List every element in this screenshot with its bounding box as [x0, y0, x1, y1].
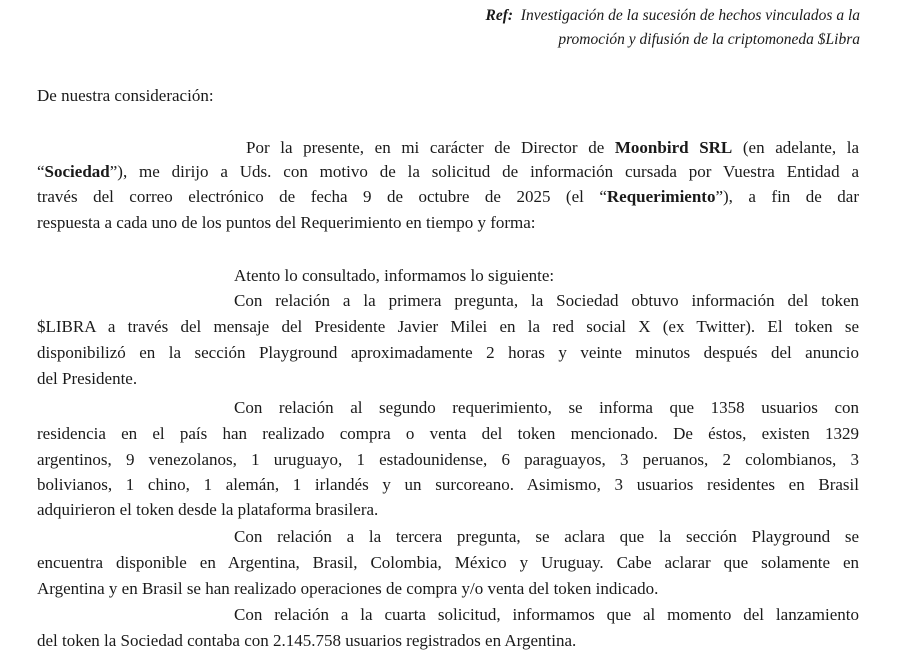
p3-line-2: residencia en el país han realizado compra o venta del token mencionado. De éstos, existen 1329	[37, 424, 859, 443]
p1-l3-c: ”), a fin de dar	[715, 187, 860, 206]
p2-line-2: $LIBRA a través del mensaje del Presidente Javier Milei en la red social X (ex Twitter). El token se	[37, 317, 859, 336]
p1-l2-a: “	[37, 162, 45, 181]
greeting: De nuestra consideración:	[37, 86, 214, 105]
ref-line-2: promoción y difusión de la criptomoneda $Libra	[558, 31, 860, 48]
p1-l1-a: Por la presente, en mi carácter de Director de	[246, 138, 615, 157]
reference-block	[486, 4, 861, 52]
p3-line-5: adquirieron el token desde la plataforma brasilera.	[37, 500, 379, 519]
p1-l3-a: través del correo electrónico de fecha 9 de octubre de 2025 (el “	[37, 187, 607, 206]
p5-line-1: Con relación a la cuarta solicitud, informamos que al momento del lanzamiento	[234, 605, 859, 624]
p3-line-4: bolivianos, 1 chino, 1 alemán, 1 irlandés y un surcoreano. Asimismo, 3 usuarios residentes en Brasil	[37, 475, 859, 494]
p2-line-3: disponibilizó en la sección Playground aproximadamente 2 horas y veinte minutos después del anuncio	[37, 343, 859, 362]
p1-line-1	[246, 138, 859, 158]
sociedad-term: Sociedad	[44, 162, 110, 181]
ref-line-1	[486, 4, 861, 28]
company-name: Moonbird SRL	[614, 138, 733, 157]
p5-line-2: del token la Sociedad contaba con 2.145.758 usuarios registrados en Argentina.	[37, 631, 577, 650]
p1-line-4: respuesta a cada uno de los puntos del Requerimiento en tiempo y forma:	[37, 213, 536, 232]
p3-line-3: argentinos, 9 venezolanos, 1 uruguayo, 1 estadounidense, 6 paraguayos, 3 peruanos, 2 colombianos, 3	[37, 450, 859, 469]
p1-line-2	[37, 162, 859, 182]
p4-line-2: encuentra disponible en Argentina, Brasil, Colombia, México y Uruguay. Cabe aclarar que solamente en	[37, 553, 859, 572]
ref-label: Ref:	[485, 7, 514, 24]
atento-line: Atento lo consultado, informamos lo siguiente:	[234, 266, 555, 285]
p2-line-1: Con relación a la primera pregunta, la Sociedad obtuvo información del token	[234, 291, 859, 310]
p4-line-1: Con relación a la tercera pregunta, se aclara que la sección Playground se	[234, 527, 859, 546]
p4-line-3: Argentina y en Brasil se han realizado operaciones de compra y/o venta del token indicado.	[37, 579, 659, 598]
p2-line-4: del Presidente.	[37, 369, 138, 388]
requerimiento-term: Requerimiento	[606, 187, 716, 206]
p1-l2-c: ”), me dirijo a Uds. con motivo de la solicitud de información cursada por Vuestra Entidad a	[109, 162, 859, 181]
p3-line-1: Con relación al segundo requerimiento, se informa que 1358 usuarios con	[234, 398, 859, 417]
p1-l1-c: (en adelante, la	[732, 138, 859, 157]
ref-text-1: Investigación de la sucesión de hechos vinculados a la	[520, 7, 860, 24]
p1-line-3	[37, 187, 859, 207]
